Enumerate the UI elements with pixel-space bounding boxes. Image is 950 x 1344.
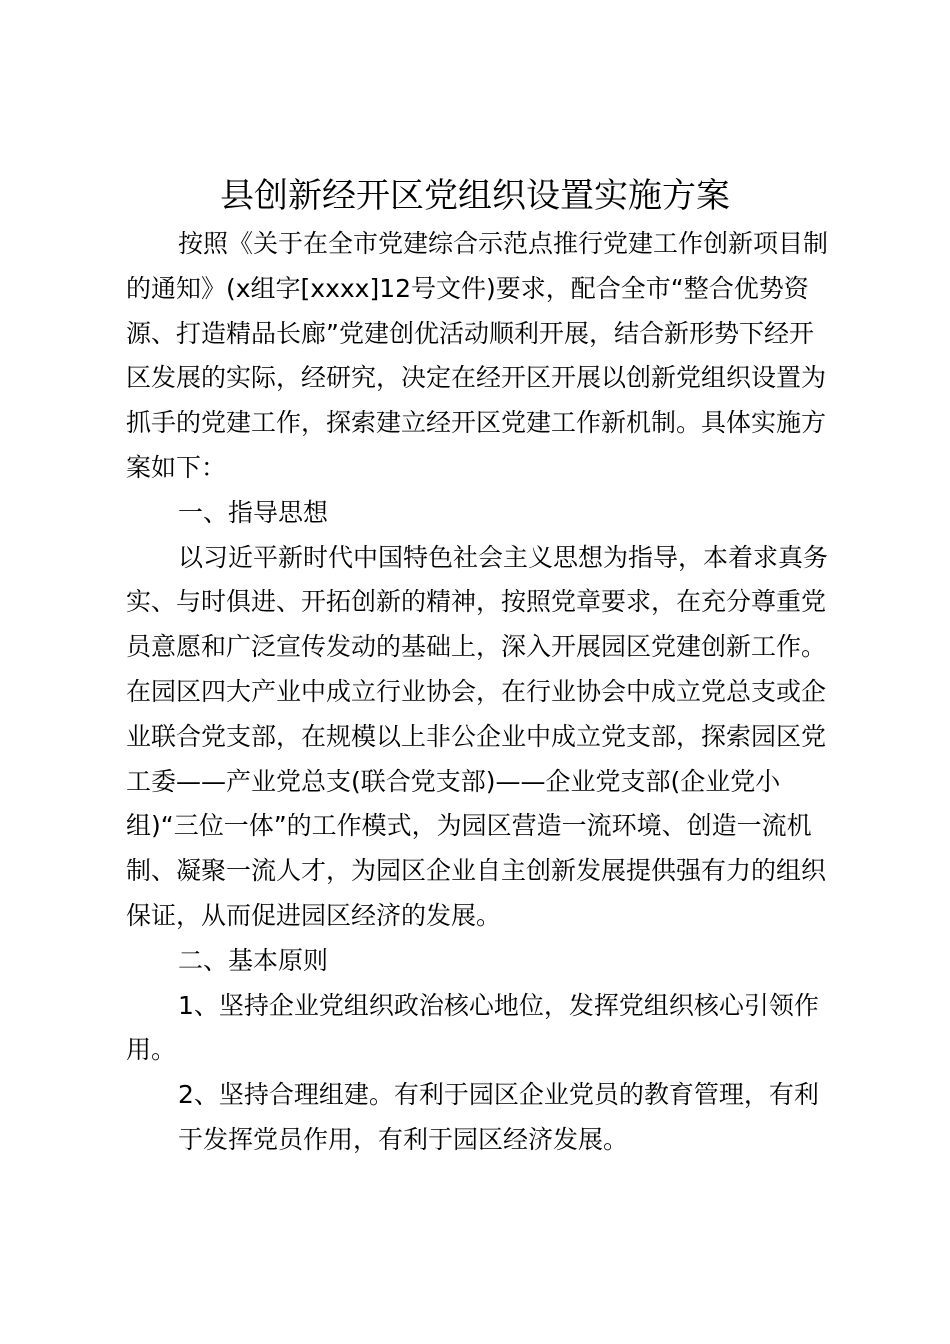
guiding-ideology-paragraph: 以习近平新时代中国特色社会主义思想为指导，本着求真务实、与时俱进、开拓创新的精神，按照党章要求，在充分尊重党员意愿和广泛宣传发动的基础上，深入开展园区党建创新工作。在园区四大产业中成立行业协会，在行业协会中成立党总支或企业联合党支部，在规模以上非公企业中成立党支部，探索园区党工委——产业党总支(联合党支部)——企业党支部(企业党小组)“三位一体”的工作模式，为园区营造一流环境、创造一流机制、凝聚一流人才，为园区企业自主创新发展提供强有力的组织保证，从而促进园区经济的发展。 [126, 542, 829, 930]
document-body [126, 222, 838, 1163]
section-heading-basic-principles: 二、基本原则 [178, 945, 329, 975]
intro-paragraph: 按照《关于在全市党建综合示范点推行党建工作创新项目制的通知》(x组字[xxxx]12号文件)要求，配合全市“整合优势资源、打造精品长廊”党建创优活动顺利开展，结合新形势下经开区发展的实际，经研究，决定在经开区开展以创新党组织设置为抓手的党建工作，探索建立经开区党建工作新机制。具体实施方案如下： [126, 229, 829, 482]
principle-item-1: 1、坚持企业党组织政治核心地位，发挥党组织核心引领作用。 [126, 990, 819, 1065]
section-heading-guiding-ideology: 一、指导思想 [178, 497, 329, 527]
principle-item-2: 2、坚持合理组建。有利于园区企业党员的教育管理，有利于发挥党员作用，有利于园区经济发展。 [178, 1080, 819, 1154]
document-title: 县创新经开区党组织设置实施方案 [220, 176, 730, 216]
